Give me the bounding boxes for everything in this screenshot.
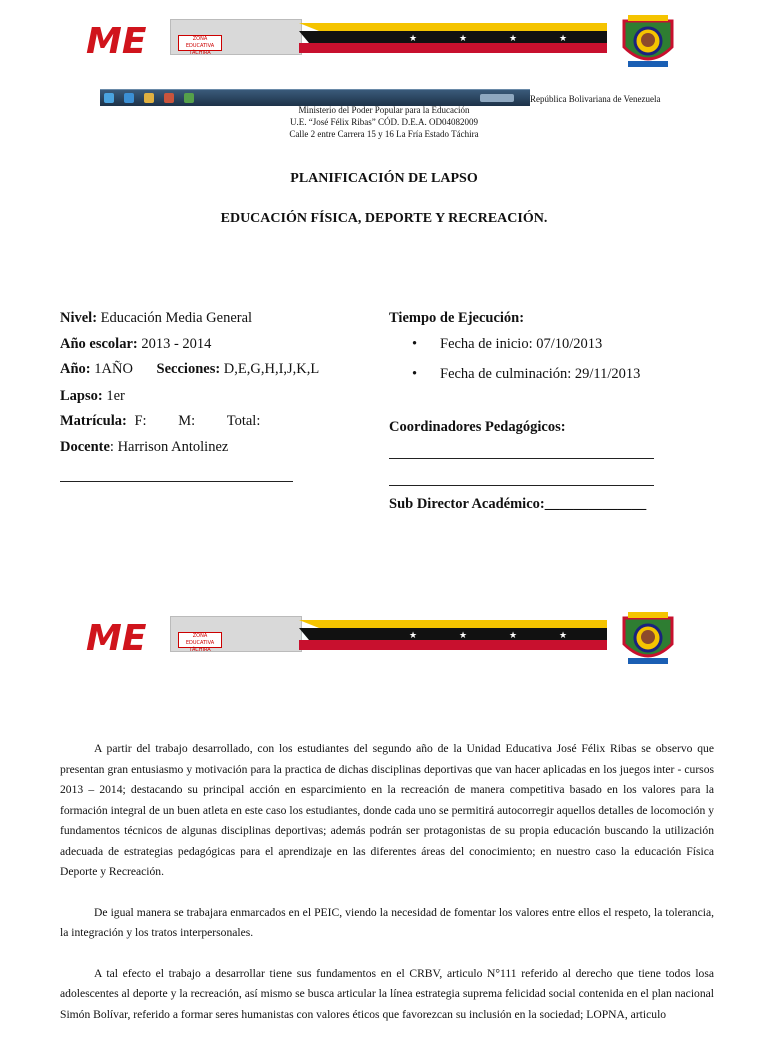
anio-escolar-label: Año escolar: <box>60 336 138 352</box>
flag-stripes <box>299 616 607 652</box>
nivel-row <box>60 305 252 331</box>
flag-stripes <box>299 19 607 55</box>
coat-of-arms-icon <box>618 13 678 71</box>
fecha-inicio: • Fecha de inicio: 07/10/2013 <box>440 336 602 353</box>
media-icon <box>164 93 174 103</box>
docente-value: : Harrison Antolinez <box>109 439 229 455</box>
secciones-value: D,E,G,H,I,J,K,L <box>223 361 320 377</box>
svg-text:★: ★ <box>459 33 468 43</box>
svg-text:ME: ME <box>86 21 147 59</box>
subject-title: EDUCACIÓN FÍSICA, DEPORTE Y RECREACIÓN. <box>220 211 548 226</box>
coat-of-arms-icon <box>618 610 678 668</box>
tiempo-label: Tiempo de Ejecución: <box>389 310 525 326</box>
school-name-text: U.E. “José Félix Ribas” CÓD. D.E.A. OD04082009 <box>290 117 478 127</box>
start-icon <box>104 93 114 103</box>
svg-text:★: ★ <box>409 630 418 640</box>
coordinador-line-1 <box>389 458 654 459</box>
page-title: PLANIFICACIÓN DE LAPSO <box>290 171 478 186</box>
docente-row <box>60 434 228 460</box>
svg-text:★: ★ <box>559 33 568 43</box>
svg-text:ME: ME <box>86 618 147 656</box>
browser-icon <box>124 93 134 103</box>
republica-text: República Bolivariana de Venezuela <box>530 94 661 104</box>
matricula-m: M: <box>178 413 196 429</box>
anio-escolar-value: 2013 - 2014 <box>141 336 212 352</box>
paragraph-1: A partir del trabajo desarrollado, con los estudiantes del segundo año de la Unidad Educativa José Félix Ribas se observo que presentan gran entusiasmo y motivación para la practica de dichas disciplinas deportivas que van hacer aplicadas en los juegos inter - cursos 2013 – 2014; destacando su principal acción en esparcimiento en la recreación de manera competitiva basado en los valores para la formación integral de un buen atleta en este caso los estudiantes, donde cada uno se permitirá autocorregir aquellos detalles de locomoción y fundamentos técnicos de algunas disciplinas deportivas; además podrán ser protagonistas de su propia educación buscando la utilización adecuada de estrategias pedagógicas para el aprendizaje en las diferentes áreas del conocimiento; en nuestro caso la educación Física Deporte y Recreación. <box>60 742 714 878</box>
sub-director-label: Sub Director Académico:______________ <box>389 496 647 512</box>
svg-text:★: ★ <box>509 33 518 43</box>
secciones-label: Secciones: <box>156 361 221 377</box>
svg-text:★: ★ <box>409 33 418 43</box>
docente-label: Docente <box>60 439 110 455</box>
paragraph-3: A tal efecto el trabajo a desarrollar tiene sus fundamentos en el CRBV, articulo N°111 referido al derecho que tiene todos losa adolescentes al deporte y la recreación, así mismo se busca articular la línea estrategia suprema felicidad social contenida en el plan nacional Simón Bolívar, referido a formar seres humanistas con valores éticos que favorezcan su inclusión en la sociedad; LOPNA, articulo <box>60 966 714 1021</box>
chrome-icon <box>184 93 194 103</box>
matricula-row <box>60 408 260 434</box>
nivel-value: Educación Media General <box>100 310 253 326</box>
matricula-f: F: <box>134 413 147 429</box>
paragraph-2: De igual manera se trabajara enmarcados en el PEIC, viendo la necesidad de fomentar los valores entre ellos el respeto, la tolerancia, la integración y los tratos interpersonales. <box>60 905 714 939</box>
zona-educativa-badge: ZONA EDUCATIVA TÁCHIRA <box>178 35 222 51</box>
ministerio-text: Ministerio del Poder Popular para la Educación <box>298 105 470 115</box>
svg-text:★: ★ <box>559 630 568 640</box>
fecha-culminacion: • Fecha de culminación: 29/11/2013 <box>440 366 640 383</box>
body-text <box>60 739 714 1045</box>
zona-educativa-badge: ZONA EDUCATIVA TÁCHIRA <box>178 632 222 648</box>
matricula-label: Matrícula: <box>60 413 127 429</box>
folder-icon <box>144 93 154 103</box>
coordinadores-label: Coordinadores Pedagógicos: <box>389 419 566 435</box>
lapso-value: 1er <box>106 388 125 404</box>
anio-escolar-row <box>60 331 211 357</box>
svg-text:★: ★ <box>459 630 468 640</box>
signature-line <box>60 481 293 482</box>
anio-row <box>60 356 319 382</box>
anio-label: Año: <box>60 361 91 377</box>
lapso-label: Lapso: <box>60 388 103 404</box>
matricula-total: Total: <box>226 413 261 429</box>
header-banner-2 <box>84 612 684 674</box>
clock-icon <box>480 94 514 102</box>
nivel-label: Nivel: <box>60 310 98 326</box>
address-text: Calle 2 entre Carrera 15 y 16 La Fría Estado Táchira <box>289 129 479 139</box>
coordinador-line-2 <box>389 485 654 486</box>
svg-text:★: ★ <box>509 630 518 640</box>
lapso-row <box>60 383 125 409</box>
me-logo <box>84 616 156 656</box>
header-banner <box>84 15 684 77</box>
anio-value: 1AÑO <box>94 361 133 377</box>
me-logo <box>84 19 156 59</box>
